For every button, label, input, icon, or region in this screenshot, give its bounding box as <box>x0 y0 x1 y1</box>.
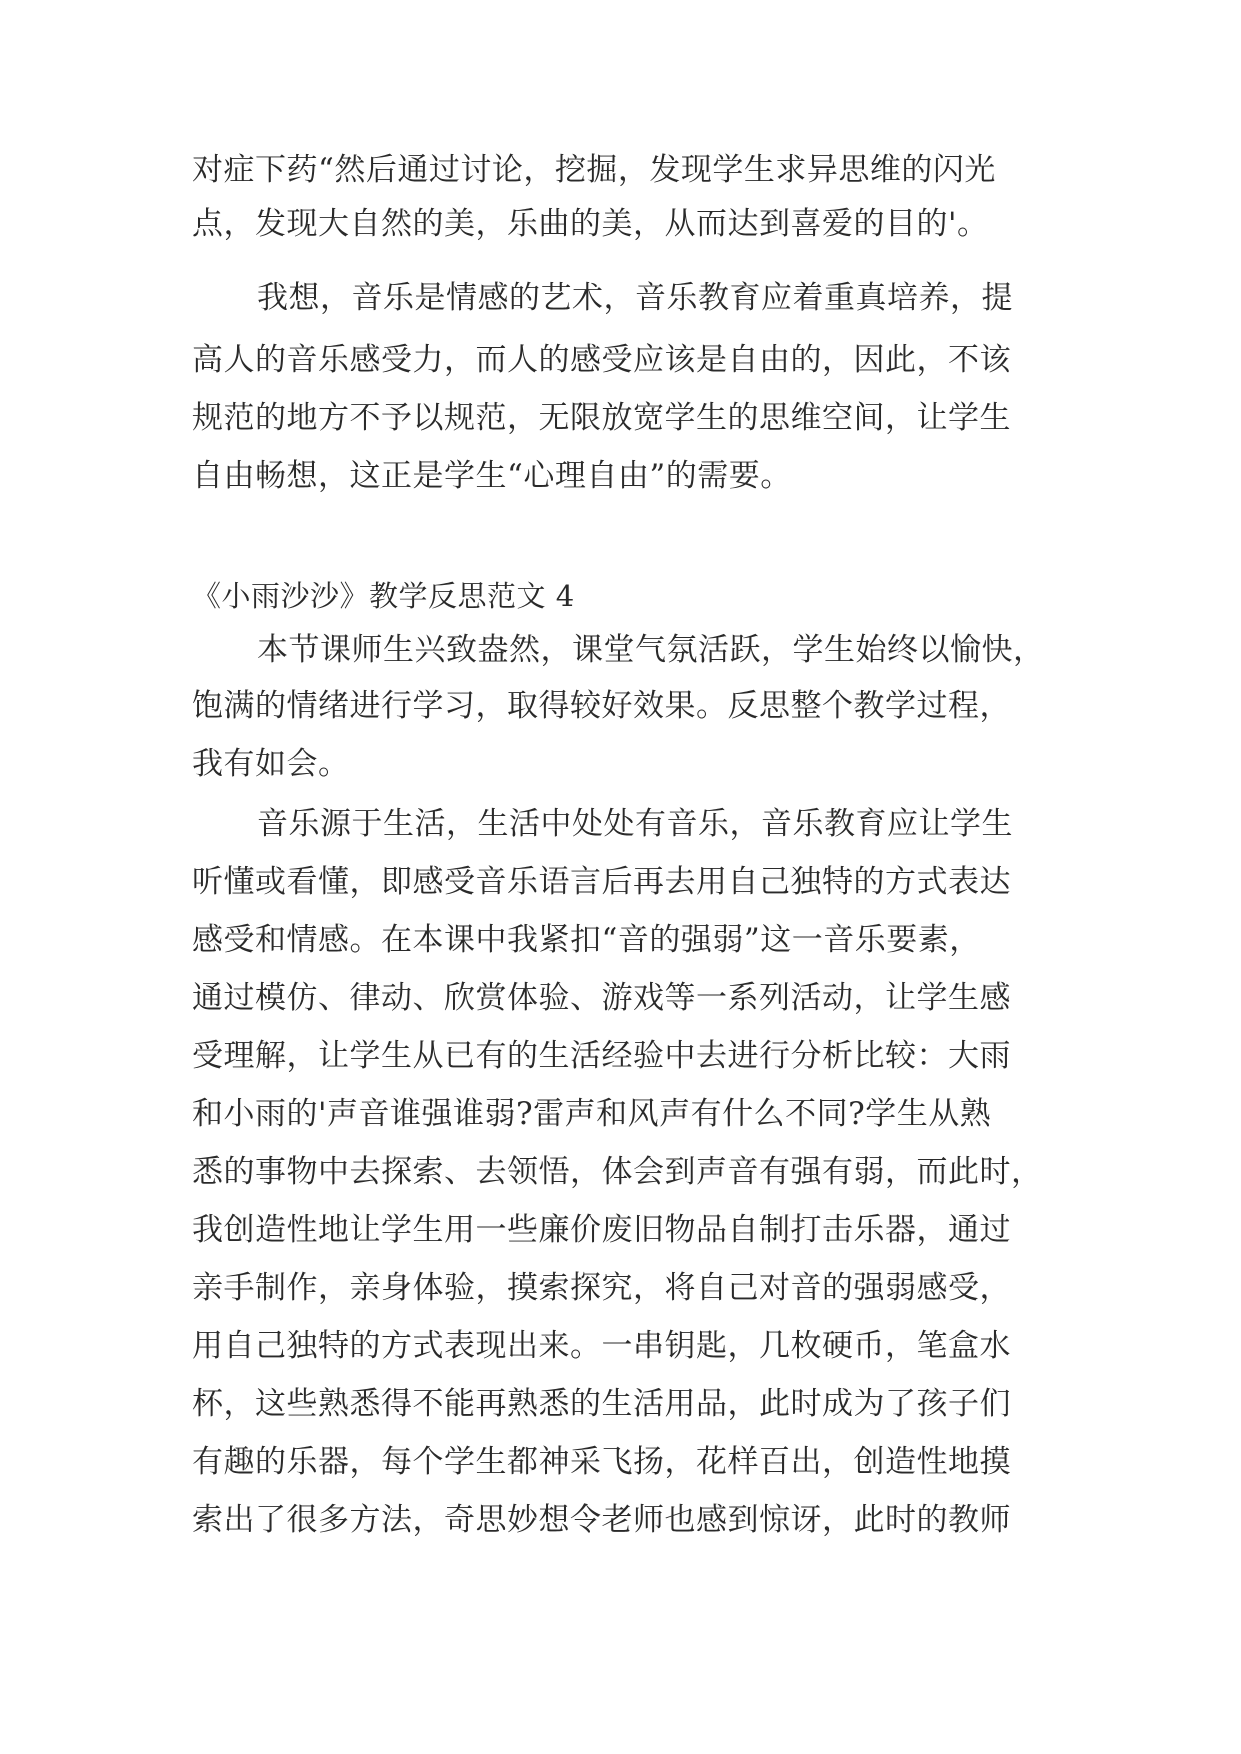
text-line: 规范的地方不予以规范，无限放宽学生的思维空间，让学生 <box>192 400 1011 436</box>
text-line: 和小雨的'声音谁强谁弱?雷声和风声有什么不同?学生从熟 <box>192 1096 992 1132</box>
paragraph-line: 我想，音乐是情感的艺术，音乐教育应着重真培养，提 <box>257 280 1013 316</box>
text-line: 感受和情感。在本课中我紧扣“音的强弱”这一音乐要素， <box>192 922 981 958</box>
text-line: 有趣的乐器，每个学生都神采飞扬，花样百出，创造性地摸 <box>192 1444 1011 1480</box>
text-line: 我有如会。 <box>192 746 350 782</box>
text-line: 悉的事物中去探索、去领悟，体会到声音有强有弱，而此时， <box>192 1154 1043 1190</box>
text-line: 高人的音乐感受力，而人的感受应该是自由的，因此，不该 <box>192 342 1011 378</box>
text-line: 杯，这些熟悉得不能再熟悉的生活用品，此时成为了孩子们 <box>192 1386 1011 1422</box>
text-line: 自由畅想，这正是学生“心理自由”的需要。 <box>192 458 792 494</box>
text-line: 对症下药“然后通过讨论，挖掘，发现学生求异思维的闪光 <box>192 152 996 188</box>
text-line: 索出了很多方法，奇思妙想令老师也感到惊讶，此时的教师 <box>192 1502 1011 1538</box>
text-line: 通过模仿、律动、欣赏体验、游戏等一系列活动，让学生感 <box>192 980 1011 1016</box>
section-heading: 《小雨沙沙》教学反思范文 4 <box>192 579 575 613</box>
text-line: 听懂或看懂，即感受音乐语言后再去用自己独特的方式表达 <box>192 864 1011 900</box>
paragraph-line: 音乐源于生活，生活中处处有音乐，音乐教育应让学生 <box>257 806 1013 842</box>
text-line: 点，发现大自然的美，乐曲的美，从而达到喜爱的目的'。 <box>192 206 989 242</box>
text-line: 亲手制作，亲身体验，摸索探究，将自己对音的强弱感受， <box>192 1270 1011 1306</box>
paragraph-line: 本节课师生兴致盎然，课堂气氛活跃，学生始终以愉快， <box>257 632 1045 668</box>
text-line: 饱满的情绪进行学习，取得较好效果。反思整个教学过程， <box>192 688 1011 724</box>
text-line: 我创造性地让学生用一些廉价废旧物品自制打击乐器，通过 <box>192 1212 1011 1248</box>
text-line: 用自己独特的方式表现出来。一串钥匙，几枚硬币，笔盒水 <box>192 1328 1011 1364</box>
text-line: 受理解，让学生从已有的生活经验中去进行分析比较：大雨 <box>192 1038 1011 1074</box>
